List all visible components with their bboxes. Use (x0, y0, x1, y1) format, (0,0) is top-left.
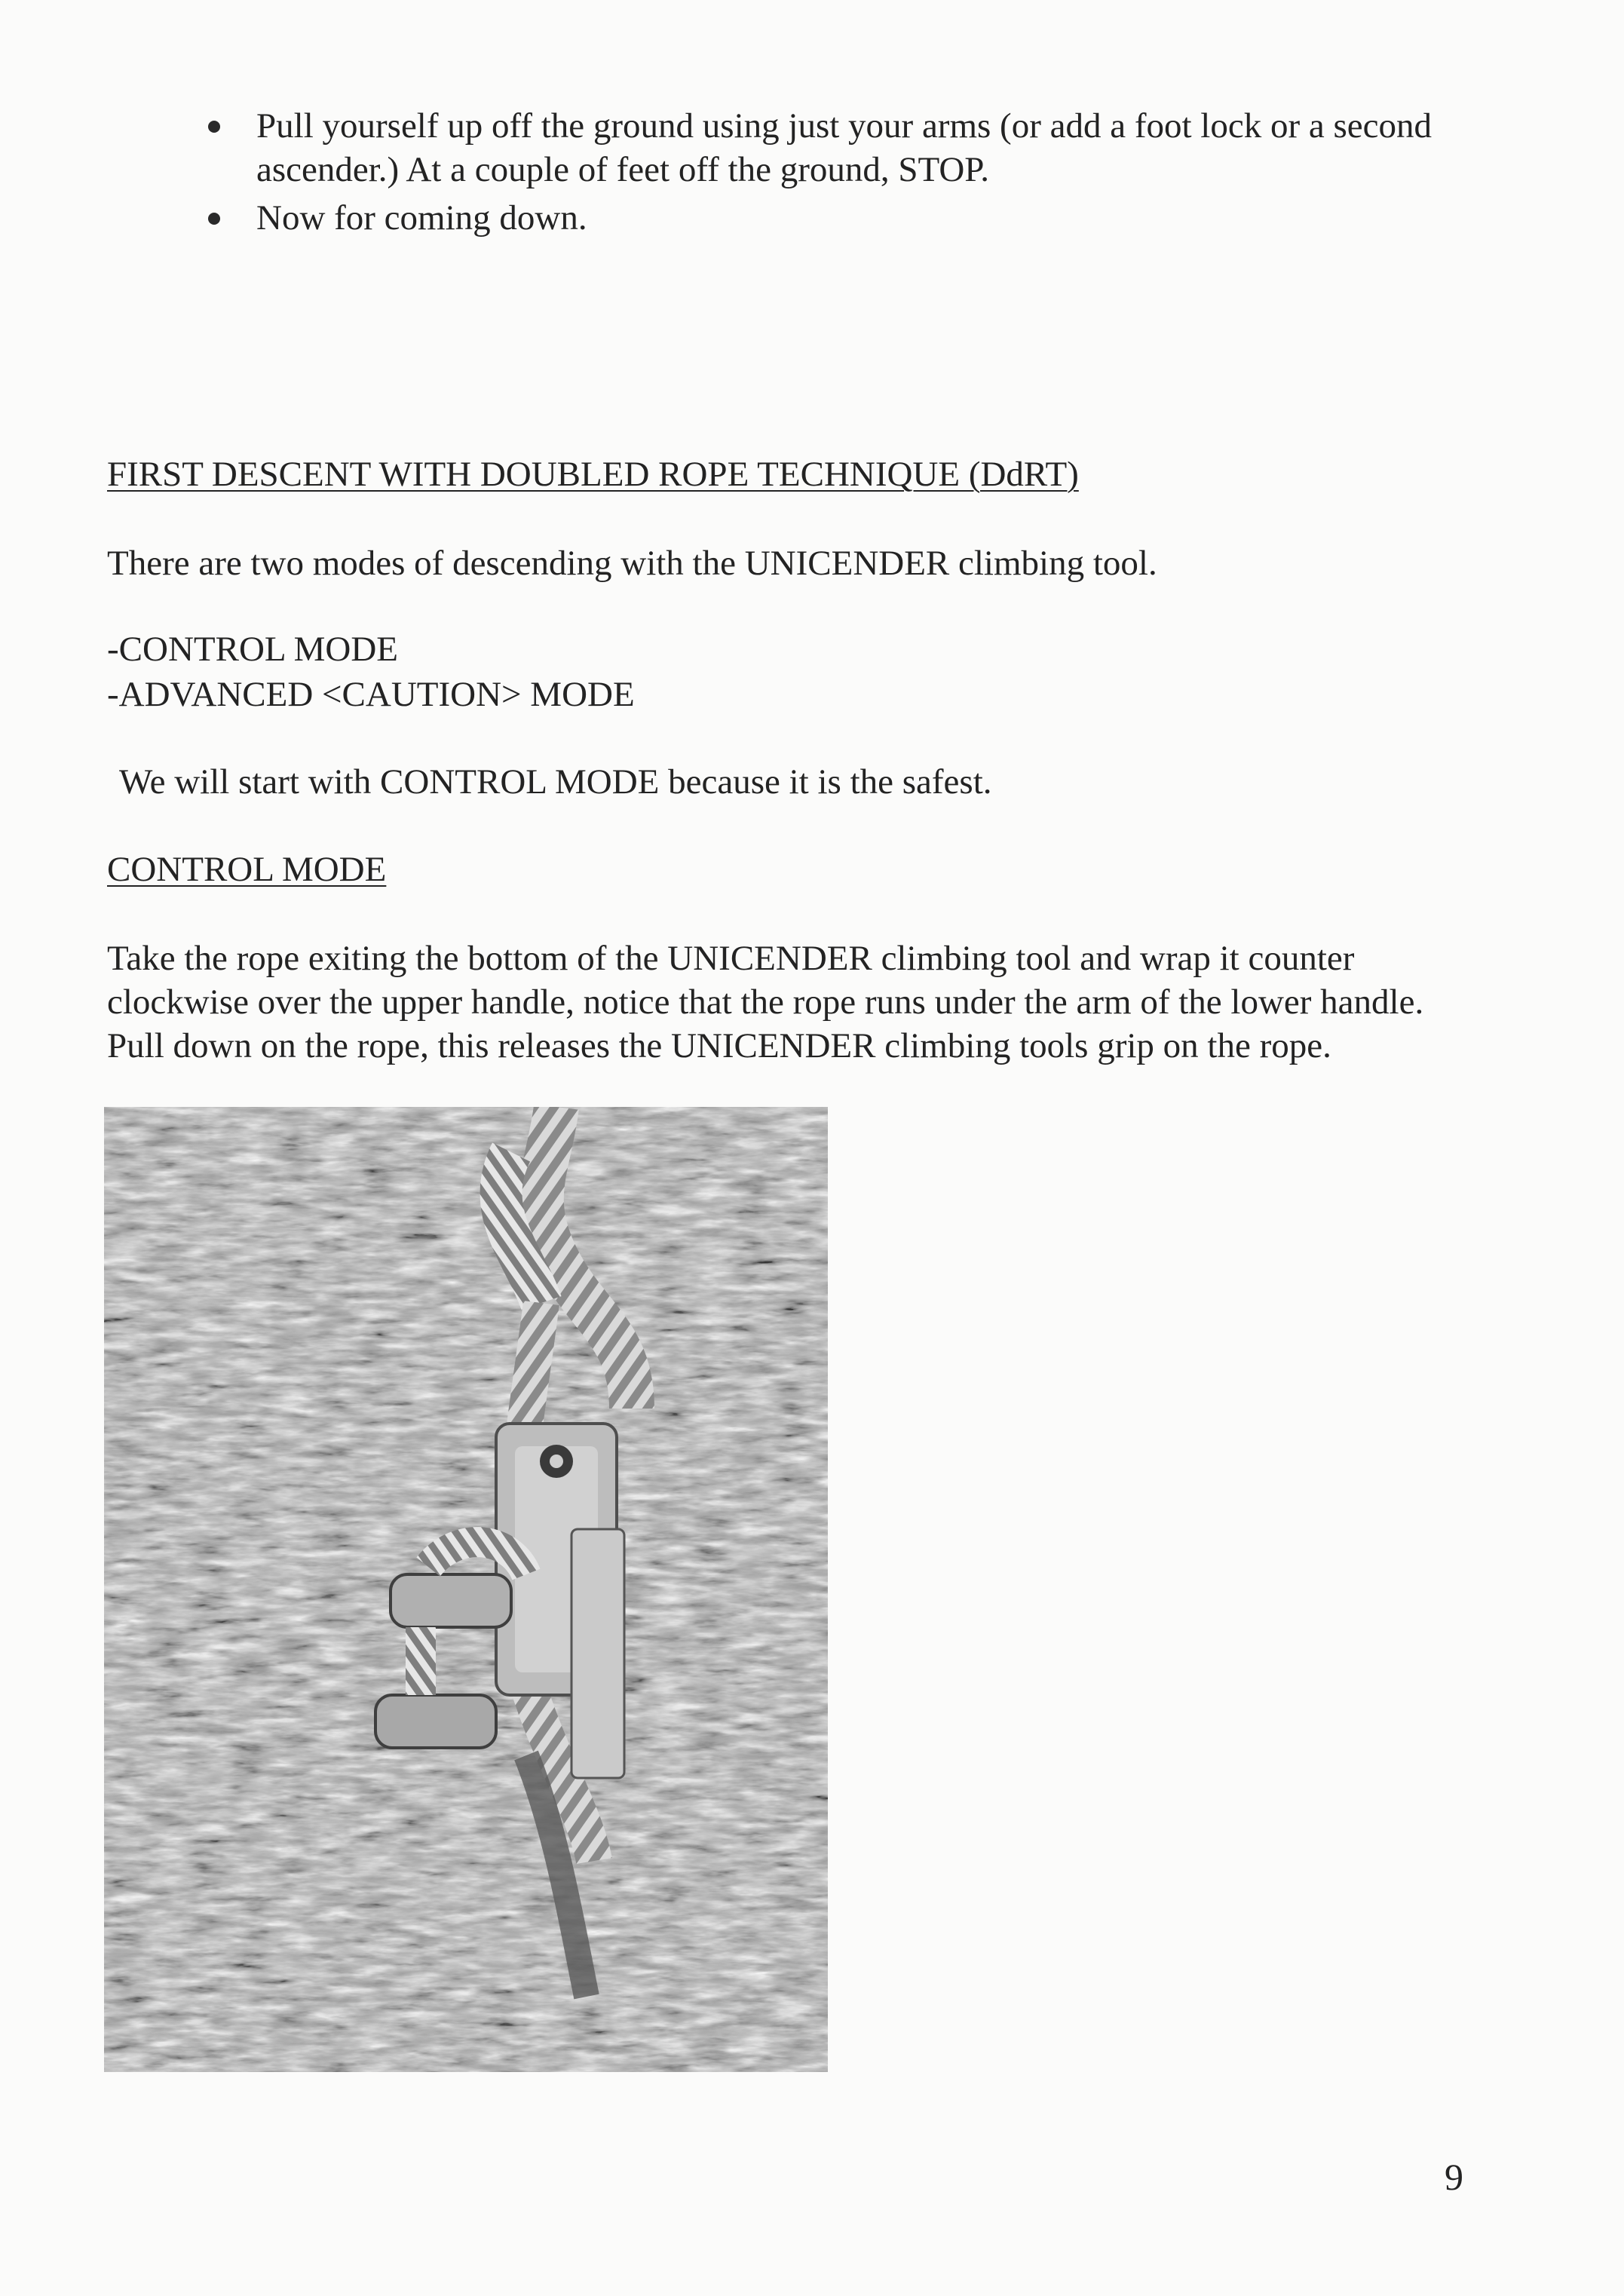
mode-item-control: -CONTROL MODE (107, 630, 398, 669)
bullet-icon (208, 213, 220, 225)
start-note: We will start with CONTROL MODE because it is the safest. (119, 762, 992, 802)
bullet-item (196, 196, 1478, 240)
mode-item-advanced: -ADVANCED <CAUTION> MODE (107, 675, 635, 714)
bullet-list (196, 104, 1478, 244)
bullet-item (196, 104, 1478, 192)
page-number: 9 (1445, 2156, 1463, 2198)
intro-text: There are two modes of descending with the UNICENDER climbing tool. (107, 544, 1157, 583)
unicender-photo (104, 1107, 828, 2072)
bullet-icon (208, 121, 220, 133)
tree-bark-image (104, 1107, 828, 2072)
bullet-text: Pull yourself up off the ground using just your arms (or add a foot lock or a second ascender.) At a couple of feet off the ground, STOP. (256, 106, 1432, 189)
bullet-text: Now for coming down. (256, 198, 587, 238)
instruction-paragraph: Take the rope exiting the bottom of the UNICENDER climbing tool and wrap it counter clockwise over the upper handle, notice that the rope runs under the arm of the lower handle. Pull down on the rope, this releases the UNICENDER climbing tools grip on the rope. (107, 939, 1424, 1065)
section-heading: FIRST DESCENT WITH DOUBLED ROPE TECHNIQUE (DdRT) (107, 455, 1079, 494)
subheading: CONTROL MODE (107, 850, 387, 889)
